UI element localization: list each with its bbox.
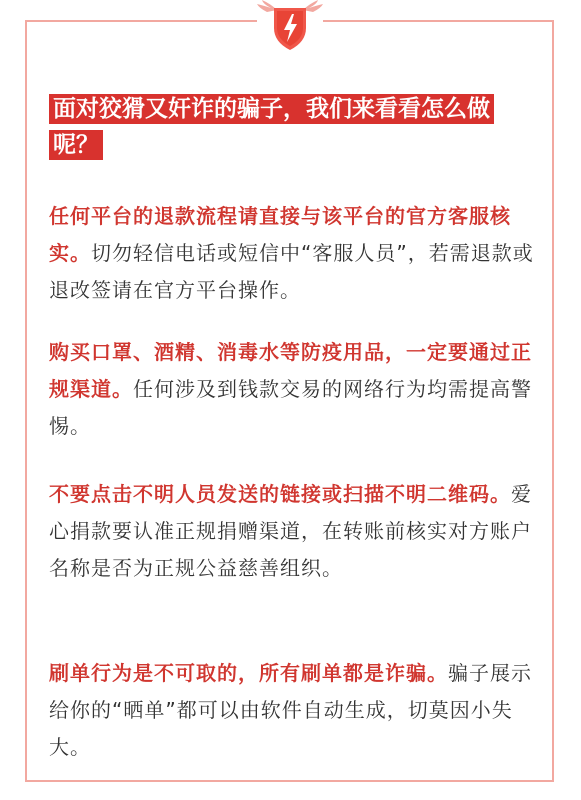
tip-3-strong: 不要点击不明人员发送的链接或扫描不明二维码。 <box>49 482 511 506</box>
tip-2-strong: 购买口罩、酒精、消毒水等防疫用品，一定要通过正规渠道。 <box>49 340 532 401</box>
tip-3-text: 爱心捐款要认准正规捐赠渠道，在转账前核实对方账户名称是否为正规公益慈善组织。 <box>49 482 532 580</box>
lightning-shield-icon <box>257 0 323 52</box>
headline-text: 面对狡猾又奸诈的骗子，我们来看看怎么做呢？ <box>49 94 494 160</box>
tip-2-text: 任何涉及到钱款交易的网络行为均需提高警惕。 <box>49 377 532 438</box>
headline <box>49 91 539 163</box>
tip-4-strong: 刷单行为是不可取的，所有刷单都是诈骗。 <box>49 661 448 685</box>
tip-4-text: 骗子展示给你的“晒单”都可以由软件自动生成，切莫因小失大。 <box>49 661 532 759</box>
tip-paragraph-2 <box>49 334 535 445</box>
tip-1-strong: 任何平台的退款流程请直接与该平台的官方客服核实。 <box>49 204 511 265</box>
tip-1-text: 切勿轻信电话或短信中“客服人员”，若需退款或退改签请在官方平台操作。 <box>49 241 534 302</box>
tip-paragraph-3 <box>49 476 535 587</box>
tip-paragraph-1 <box>49 198 535 309</box>
tip-paragraph-4 <box>49 655 535 766</box>
